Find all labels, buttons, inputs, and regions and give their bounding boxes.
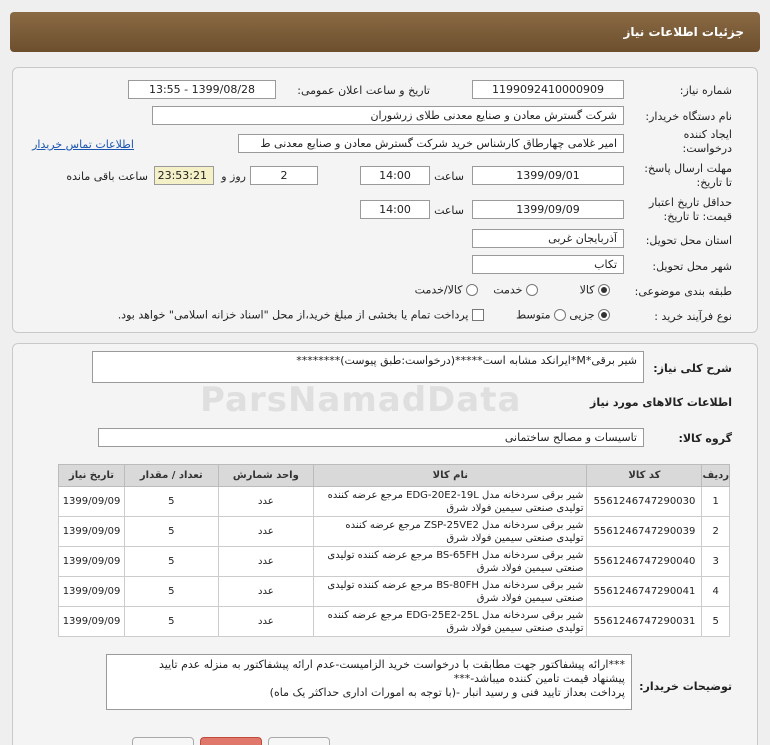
need-date-cell: 1399/09/09 xyxy=(59,577,125,607)
buyer-org-field: شرکت گسترش معادن و صنایع معدنی طلای زرشوران xyxy=(152,106,624,125)
quantity-cell: 5 xyxy=(125,517,219,547)
code-cell: 5561246747290041 xyxy=(587,577,702,607)
column-header-need-date: تاریخ نیاز xyxy=(59,465,125,487)
column-header-row-number: ردیف xyxy=(702,465,730,487)
validity-label-1: حداقل تاریخ اعتبار xyxy=(648,196,732,209)
unit-cell: عدد xyxy=(218,607,314,637)
category-option-goods-service[interactable]: کالا/خدمت xyxy=(415,283,478,297)
page-title: جزئیات اطلاعات نیاز xyxy=(623,25,744,39)
buyer-notes-field xyxy=(106,654,632,710)
send-deadline-label-1: مهلت ارسال پاسخ: xyxy=(644,162,732,175)
category-label: طبقه بندی موضوعی: xyxy=(634,285,732,298)
need-number-label: شماره نیاز: xyxy=(679,84,732,97)
days-field: 2 xyxy=(250,166,318,185)
column-header-unit: واحد شمارش xyxy=(218,465,314,487)
need-date-cell: 1399/09/09 xyxy=(59,547,125,577)
unit-cell: عدد xyxy=(218,517,314,547)
need-number-field: 1199092410000909 xyxy=(472,80,624,99)
buyer-org-label: نام دستگاه خریدار: xyxy=(645,110,732,123)
validity-label-2: قیمت: تا تاریخ: xyxy=(663,210,732,223)
table-row xyxy=(59,517,730,547)
process-option-medium[interactable]: متوسط xyxy=(516,308,566,322)
category-option-goods[interactable]: کالا xyxy=(580,283,610,297)
creator-label-2: درخواست: xyxy=(682,142,732,155)
description-field: شیر برقی*M*ایرانکد مشابه است*****(درخواست:طبق پیوست)******** xyxy=(92,351,644,383)
radio-selected-icon xyxy=(598,309,610,321)
buyer-contact-link[interactable]: اطلاعات تماس خریدار xyxy=(32,138,134,151)
remaining-label: ساعت باقی مانده xyxy=(66,170,148,183)
table-header-row xyxy=(59,465,730,487)
creator-label-1: ایجاد کننده xyxy=(683,128,732,141)
radio-icon xyxy=(554,309,566,321)
name-cell: شیر برقی سردخانه مدل EDG-20E2-19L مرجع عرضه کننده تولیدی صنعتی سیمین فولاد شرق xyxy=(314,487,587,517)
remaining-time-field: 23:53:21 xyxy=(154,166,214,185)
goods-group-field: تاسیسات و مصالح ساختمانی xyxy=(98,428,644,447)
goods-group-label: گروه کالا: xyxy=(678,432,732,445)
quantity-cell: 5 xyxy=(125,577,219,607)
province-label: استان محل تحویل: xyxy=(645,234,732,247)
column-header-name: نام کالا xyxy=(314,465,587,487)
need-date-cell: 1399/09/09 xyxy=(59,607,125,637)
city-field: تکاب xyxy=(472,255,624,274)
treasury-payment-checkbox[interactable]: پرداخت تمام یا بخشی از مبلغ خرید،از محل "اسناد خزانه اسلامی" خواهد بود. xyxy=(118,308,484,322)
table-row xyxy=(59,487,730,517)
creator-field: امیر غلامی چهارطاق کارشناس خرید شرکت گسترش معادن و صنایع معدنی ط xyxy=(238,134,624,153)
radio-icon xyxy=(466,284,478,296)
unit-cell: عدد xyxy=(218,547,314,577)
name-cell: شیر برقی سردخانه مدل ZSP-25VE2 مرجع عرضه کننده تولیدی صنعتی سیمین فولاد شرق xyxy=(314,517,587,547)
need-date-cell: 1399/09/09 xyxy=(59,487,125,517)
goods-table xyxy=(58,464,730,637)
unit-cell: عدد xyxy=(218,487,314,517)
code-cell: 5561246747290039 xyxy=(587,517,702,547)
radio-icon xyxy=(526,284,538,296)
row-number-cell: 2 xyxy=(702,517,730,547)
table-row xyxy=(59,607,730,637)
notes-line: ***ارائه پیشفاکتور جهت مطابقت با درخواست خرید الزامیست-عدم ارائه پیشفاکتور به منزله عدم تایید xyxy=(159,658,625,671)
column-header-quantity: تعداد / مقدار xyxy=(125,465,219,487)
goods-section-title: اطلاعات کالاهای مورد نیاز xyxy=(590,396,732,409)
quantity-cell: 5 xyxy=(125,547,219,577)
validity-date-field: 1399/09/09 xyxy=(472,200,624,219)
buyer-notes-label: توضیحات خریدار: xyxy=(639,680,732,693)
city-label: شهر محل تحویل: xyxy=(652,260,732,273)
need-date-cell: 1399/09/09 xyxy=(59,517,125,547)
unit-cell: عدد xyxy=(218,577,314,607)
column-header-code: کد کالا xyxy=(587,465,702,487)
send-time-label: ساعت xyxy=(434,170,464,183)
send-time-field: 14:00 xyxy=(360,166,430,185)
footer-button-red[interactable] xyxy=(200,737,262,745)
send-date-field: 1399/09/01 xyxy=(472,166,624,185)
row-number-cell: 4 xyxy=(702,577,730,607)
days-label: روز و xyxy=(221,170,246,183)
row-number-cell: 5 xyxy=(702,607,730,637)
code-cell: 5561246747290031 xyxy=(587,607,702,637)
category-option-service[interactable]: خدمت xyxy=(493,283,538,297)
process-label: نوع فرآیند خرید : xyxy=(654,310,732,323)
row-number-cell: 3 xyxy=(702,547,730,577)
footer-button[interactable] xyxy=(268,737,330,745)
province-field: آذربایجان غربی xyxy=(472,229,624,248)
radio-selected-icon xyxy=(598,284,610,296)
notes-line: پرداخت بعداز تایید فنی و رسید انبار -(با توجه به امورات اداری حداکثر یک ماه) xyxy=(269,686,625,699)
process-option-minor[interactable]: جزیی xyxy=(569,308,610,322)
notes-line: پیشنهاد قیمت تامین کننده میباشد-*** xyxy=(453,672,625,685)
validity-time-label: ساعت xyxy=(434,204,464,217)
watermark-logo: ParsNamadData xyxy=(200,380,522,420)
code-cell: 5561246747290030 xyxy=(587,487,702,517)
quantity-cell: 5 xyxy=(125,487,219,517)
name-cell: شیر برقی سردخانه مدل BS-80FH مرجع عرضه کننده تولیدی صنعتی سیمین فولاد شرق xyxy=(314,577,587,607)
name-cell: شیر برقی سردخانه مدل BS-65FH مرجع عرضه کننده تولیدی صنعتی سیمین فولاد شرق xyxy=(314,547,587,577)
code-cell: 5561246747290040 xyxy=(587,547,702,577)
quantity-cell: 5 xyxy=(125,607,219,637)
announce-date-label: تاریخ و ساعت اعلان عمومی: xyxy=(297,84,430,97)
row-number-cell: 1 xyxy=(702,487,730,517)
table-row xyxy=(59,547,730,577)
send-deadline-label-2: تا تاریخ: xyxy=(696,176,732,189)
name-cell: شیر برقی سردخانه مدل EDG-25E2-25L مرجع عرضه کننده تولیدی صنعتی سیمین فولاد شرق xyxy=(314,607,587,637)
announce-date-field: 1399/08/28 - 13:55 xyxy=(128,80,276,99)
validity-time-field: 14:00 xyxy=(360,200,430,219)
table-row xyxy=(59,577,730,607)
footer-button[interactable] xyxy=(132,737,194,745)
page-header xyxy=(10,12,760,52)
checkbox-icon xyxy=(472,309,484,321)
description-label: شرح کلی نیاز: xyxy=(653,362,732,375)
